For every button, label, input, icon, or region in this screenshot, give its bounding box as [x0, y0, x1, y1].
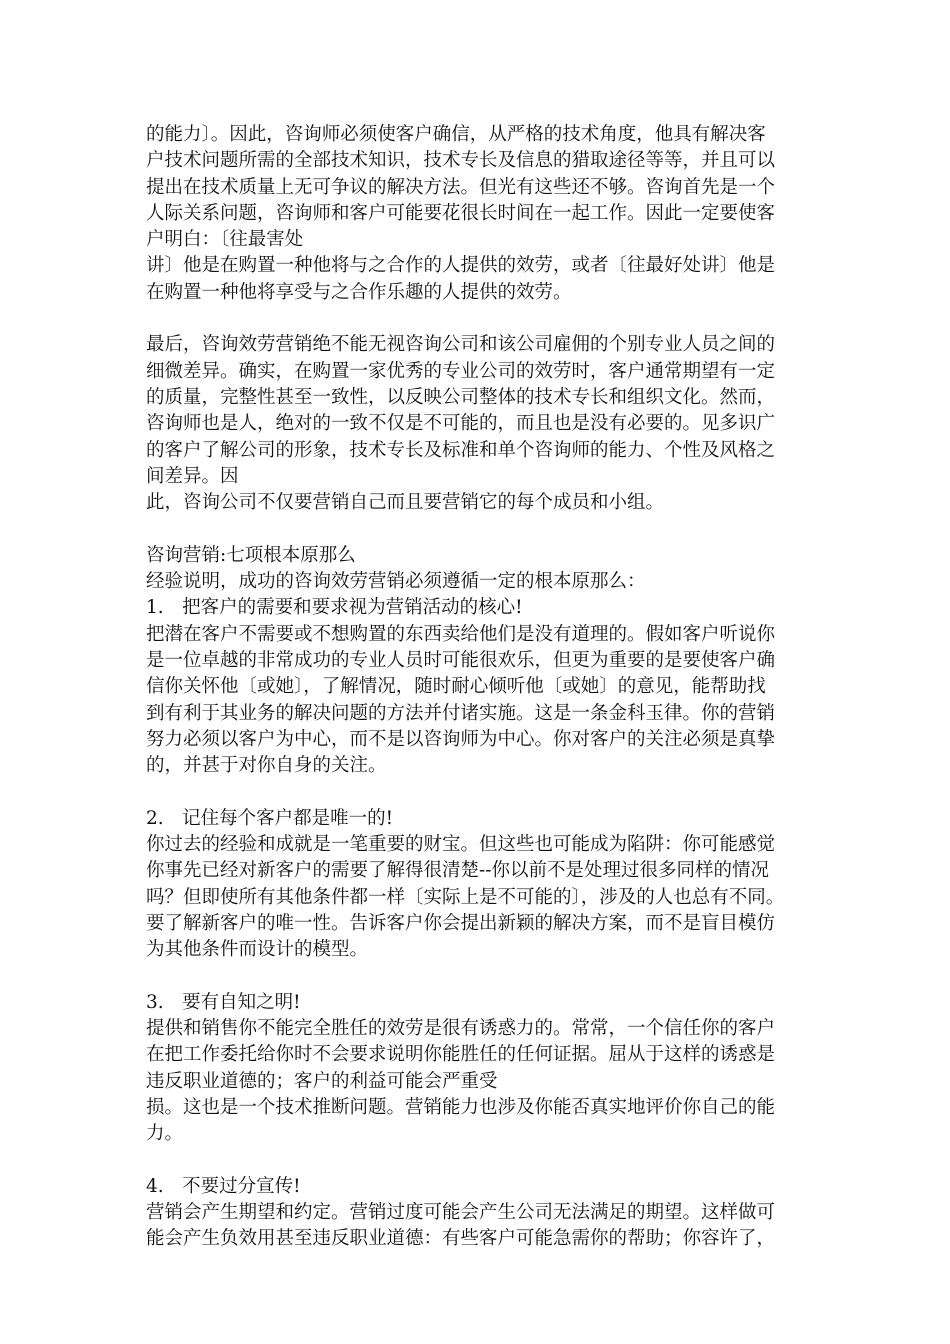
text-line: 在购置一种他将享受与之合作乐趣的人提供的效劳。 — [146, 281, 572, 303]
text-line: 间差异。因 — [146, 465, 239, 487]
text-line: 4. 不要过分宣传! — [146, 1175, 301, 1197]
text-line: 营销会产生期望和约定。营销过度可能会产生公司无法满足的期望。这样做可 — [146, 1202, 776, 1224]
text-line: 到有利于其业务的解决问题的方法并付诸实施。这是一条金科玉律。你的营销 — [146, 702, 776, 724]
text-line: 2. 记住每个客户都是唯一的! — [146, 807, 394, 829]
text-line: 努力必须以客户为中心，而不是以咨询师为中心。你对客户的关注必须是真挚 — [146, 728, 776, 750]
text-line: 户技术问题所需的全部技术知识，技术专长及信息的猎取途径等等，并且可以 — [146, 150, 776, 172]
text-line: 此，咨询公司不仅要营销自己而且要营销它的每个成员和小组。 — [146, 492, 665, 514]
text-line: 1. 把客户的需要和要求视为营销活动的核心! — [146, 597, 523, 619]
text-line: 违反职业道德的；客户的利益可能会严重受 — [146, 1070, 498, 1092]
text-line: 力。 — [146, 1123, 184, 1145]
text-line: 的能力〕。因此，咨询师必须使客户确信，从严格的技术角度，他具有解决客 — [146, 124, 766, 145]
paragraph-gap — [146, 964, 816, 990]
paragraph-gap — [146, 516, 816, 542]
text-line: 吗？但即使所有其他条件都一样〔实际上是不可能的〕，涉及的人也总有不同。 — [146, 886, 785, 908]
text-line: 经验说明，成功的咨询效劳营销必须遵循一定的根本原那么： — [146, 571, 646, 593]
text-line: 的，并甚于对你自身的关注。 — [146, 755, 387, 777]
text-line: 讲〕他是在购置一种他将与之合作的人提供的效劳，或者〔往最好处讲〕他是 — [146, 255, 776, 277]
paragraph-gap — [146, 779, 816, 805]
text-line: 户明白：〔往最害处 — [146, 229, 304, 251]
text-line: 损。这也是一个技术推断问题。营销能力也涉及你能否真实地评价你自己的能 — [146, 1096, 776, 1118]
text-line: 3. 要有自知之明! — [146, 991, 301, 1013]
text-line: 细微差异。确实，在购置一家优秀的专业公司的效劳时，客户通常期望有一定 — [146, 360, 776, 382]
text-line: 在把工作委托给你时不会要求说明你能胜任的任何证据。屈从于这样的诱惑是 — [146, 1044, 776, 1066]
text-line: 把潜在客户不需要或不想购置的东西卖给他们是没有道理的。假如客户听说你 — [146, 623, 776, 645]
text-line: 提出在技术质量上无可争议的解决方法。但光有这些还不够。咨询首先是一个 — [146, 176, 776, 198]
text-line: 咨询师也是人，绝对的一致不仅是不可能的，而且也是没有必要的。见多识广 — [146, 413, 776, 435]
text-line: 人际关系问题，咨询师和客户可能要花很长时间在一起工作。因此一定要使客 — [146, 202, 776, 224]
text-line: 提供和销售你不能完全胜任的效劳是很有诱惑力的。常常，一个信任你的客户 — [146, 1018, 776, 1040]
text-line: 最后，咨询效劳营销绝不能无视咨询公司和该公司雇佣的个别专业人员之间的 — [146, 334, 776, 356]
text-line: 的质量，完整性甚至一致性，以反映公司整体的技术专长和组织文化。然而， — [146, 386, 776, 408]
paragraph-gap — [146, 306, 816, 332]
document-body — [146, 122, 816, 1253]
text-line: 为其他条件而设计的模型。 — [146, 939, 369, 961]
text-line: 要了解新客户的唯一性。告诉客户你会提出新颖的解决方案，而不是盲目模仿 — [146, 912, 776, 934]
text-line: 的客户了解公司的形象，技术专长及标准和单个咨询师的能力、个性及风格之 — [146, 439, 776, 461]
text-line: 能会产生负效用甚至违反职业道德：有些客户可能急需你的帮助；你容许了， — [146, 1228, 776, 1250]
paragraph-gap — [146, 1148, 816, 1174]
text-line: 你过去的经验和成就是一笔重要的财宝。但这些也可能成为陷阱：你可能感觉 — [146, 834, 776, 856]
text-line: 你事先已经对新客户的需要了解得很清楚--你以前不是处理过很多同样的情况 — [146, 860, 770, 882]
text-line: 信你关怀他〔或她〕，了解情况，随时耐心倾听他〔或她〕的意见，能帮助找 — [146, 676, 766, 698]
text-line: 咨询营销:七项根本原那么 — [146, 544, 356, 566]
text-line: 是一位卓越的非常成功的专业人员时可能很欢乐，但更为重要的是要使客户确 — [146, 649, 776, 671]
